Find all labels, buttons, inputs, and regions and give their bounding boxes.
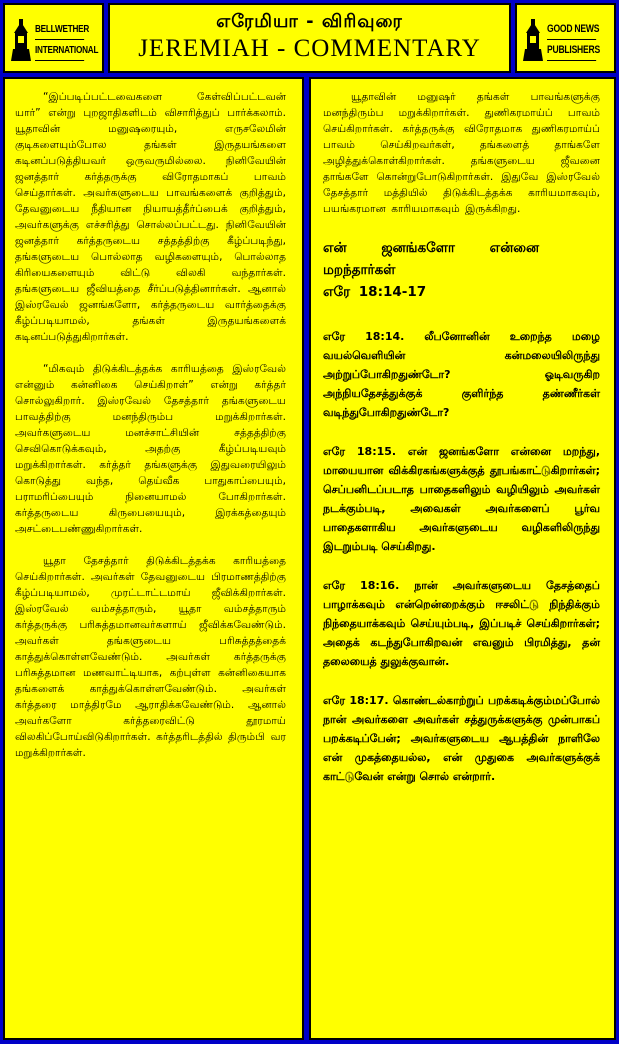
- verse: எரே 18:16. நான் அவர்களுடைய தேசத்தைப் பாழாக்கவும் என்றென்றைக்கும் ஈசலிட்டு நிந்திக்கும் நிந்தையாக்கவும் செய்யும்படி, இப்படிச் செய்கிறார்கள்; அதைக் கடந்துபோகிறவன் எவனும் பிரமித்து, தன் தலையைத் துலுக்குவான்.: [323, 579, 600, 668]
- paragraph: யூதா தேசத்தார் திடுக்கிடத்தக்க காரியத்தை செய்கிறார்கள். அவர்கள் தேவனுடைய பிரமாணத்திற்கு கீழ்ப்படியாமல், முரட்டாட்டமாய் ஜீவிக்கிறார்கள். இஸ்ரவேல் வம்சத்தாரும், யூதா வம்சத்தாரும் கர்த்தருக்கு பரிசுத்தமானவர்களாய் ஜீவிக்கவேண்டும். அவர்கள் தங்களுடைய பரிசுத்தத்தைக் காத்துக்கொள்ளவேண்டும். அவர்கள் கர்த்தருக்கு பரிசுத்தமான மணவாட்டியாக, கற்புள்ள கன்னிகையாக தங்களைக் காத்துக்கொள்ளவேண்டும். அவர்கள் கர்த்தரை மாத்திரமே ஆராதிக்கவேண்டும். ஆனால் அவர்களோ கர்த்தரைவிட்டு தூரமாய் விலகிப்போய்விடுகிறார்கள். கர்த்தரிடத்தில் திரும்பி வர மறுக்கிறார்கள்.: [15, 555, 286, 759]
- bell-tower-icon: [523, 19, 543, 61]
- good-news-logo: [515, 3, 616, 73]
- title-tamil: எரேமியா - விரிவுரை: [216, 11, 403, 32]
- left-logo-line1: BELLWETHER: [35, 19, 84, 40]
- right-column: [309, 77, 616, 1040]
- left-column: [3, 77, 304, 1040]
- page-header: [108, 3, 511, 73]
- verse: எரே 18:17. கொண்டல்காற்றுப் பறக்கடிக்கும்மப்போல் நான் அவர்களை அவர்கள் சத்துருக்களுக்கு முன்பாகப் பறக்கடிப்பேன்; அவர்களுடைய ஆபத்தின் நாளிலே என் முகத்தையல்ல, என் முதுகை அவர்களுக்குக் காட்டுவேன் என்று சொல் என்றார்.: [323, 694, 600, 783]
- bellwether-logo: [3, 3, 104, 73]
- right-logo-line2: PUBLISHERS: [547, 40, 596, 61]
- section-heading: [323, 237, 600, 303]
- intro-paragraph: யூதாவின் மனுஷர் தங்கள் பாவங்களுக்கு மனந்திரும்ப மறுக்கிறார்கள். துணிகரமாய்ப் பாவம் செய்கிறார்கள். கர்த்தருக்கு விரோதமாக துணிகரமாய்ப் பாவம் செய்கிறவர்கள், தங்களைத் தாங்களே அழித்துக்கொள்கிறார்கள். தங்களுடைய ஜீவனை தாங்களே கொன்றுபோடுகிறார்கள். இதுவே இஸ்ரவேல் தேசத்தார் மத்தியில் திடுக்கிடத்தக்க காரியமாகவும், பயங்கரமான காரியமாகவும் இருக்கிறது.: [323, 91, 600, 215]
- section-heading-reference: எரே 18:14-17: [323, 284, 427, 300]
- verse: எரே 18:14. லீபனோனின் உறைந்த மழை வயல்வெளியின் கன்மலையிலிருந்து அற்றுப்போகிறதுண்டோ? ஓடிவருகிற அந்நியதேசத்துக்குக் குளிர்ந்த தண்ணீர்கள் வடிந்துபோகிறதுண்டோ?: [323, 330, 600, 419]
- title-english: JEREMIAH - COMMENTARY: [138, 35, 481, 62]
- left-logo-line2: INTERNATIONAL: [35, 40, 84, 61]
- section-heading-title: என் ஜனங்களோ என்னை மறந்தார்கள்: [323, 240, 540, 278]
- bell-tower-icon: [11, 19, 31, 61]
- paragraph: “மிகவும் திடுக்கிடத்தக்க காரியத்தை இஸ்ரவேல் என்னும் கன்னிகை செய்கிறாள்” என்று கர்த்தர் சொல்லுகிறார். இஸ்ரவேல் தேசத்தார் தங்களுடைய பாவத்திற்கு மனந்திரும்ப மறுக்கிறார்கள். அவர்களுடைய மனச்சாட்சியின் சத்தத்திற்கு செவிகொடுக்கவும், அதற்கு கீழ்ப்படியவும் மறுக்கிறார்கள். கர்த்தர் தங்களுக்கு இதுவரையிலும் கொடுத்து வந்த, தெய்வீக பாதுகாப்பையும், பராமரிப்பையும் நினையாமல் போகிறார்கள். கர்த்தருடைய கிருபையையும், இரக்கத்தையும் அசட்டைபண்ணுகிறார்கள்.: [15, 363, 286, 535]
- right-logo-line1: GOOD NEWS: [547, 19, 596, 40]
- verse: எரே 18:15. என் ஜனங்களோ என்னை மறந்து, மாயையான விக்கிரகங்களுக்குத் தூபங்காட்டுகிறார்கள்; செப்பனிடப்படாத பாதைகளிலும் வழியிலும் அவர்கள் நடக்கும்படி, அவைகள் அவர்களைப் பூர்வ பாதைகளாகிய அவர்களுடைய வழிகளிலிருந்து இடறும்படி செய்கிறது.: [323, 445, 600, 553]
- paragraph: “இப்படிப்பட்டவைகளை கேள்விப்பட்டவன் யார்” என்று புறஜாதிகளிடம் விசாரித்துப் பார்க்கலாம். யூதாவின் மனுஷரையும், எருசலேமின் குடிகளையும்போல தங்கள் இருதயங்களை கடினப்படுத்தியவர் ஒருவருமில்லை. நினிவேயின் ஜனத்தார் கர்த்தருக்கு விரோதமாகப் பாவம் செய்தார்கள். அவர்களுடைய பாவங்களைக் குறித்தும், தேவனுடைய நீதியான நியாயத்தீர்ப்பைக் குறித்தும், அவர்களுக்கு எச்சரித்து சொல்லப்பட்டது. நினிவேயின் ஜனத்தார் கர்த்தருடைய சத்தத்திற்கு கீழ்ப்படிந்து, தங்களுடைய பொல்லாத வழிகளையும், பொல்லாத கிரியைகளையும் விட்டு விலகி வந்தார்கள். தங்களுடைய ஜீவியத்தை சீர்ப்படுத்தினார்கள். ஆனால் இஸ்ரவேல் ஜனங்களோ, கர்த்தருடைய வார்த்தைக்கு கீழ்ப்படியாமல், தங்கள் இருதயங்களைக் கடினப்படுத்துகிறார்கள்.: [15, 91, 286, 343]
